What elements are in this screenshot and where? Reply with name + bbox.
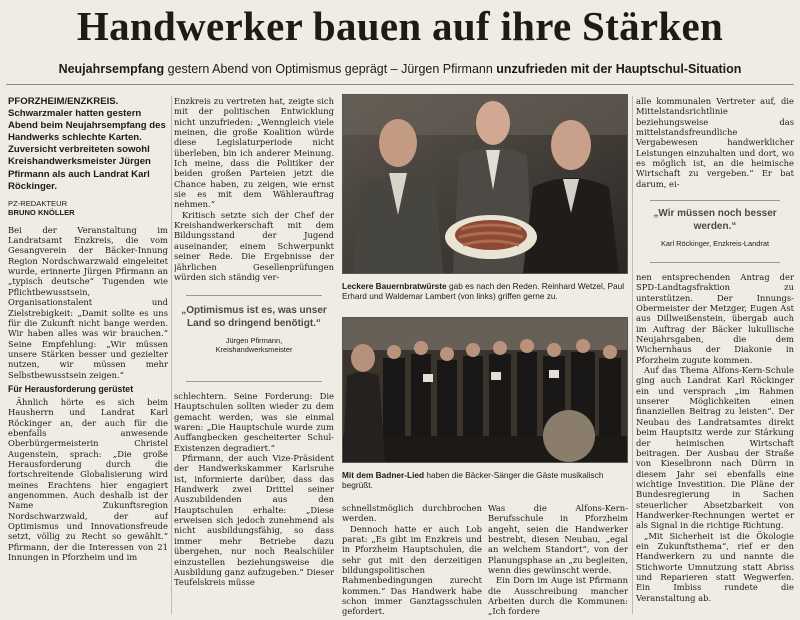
pull-quote-author-name: Jürgen Pfirmann, [225, 336, 283, 345]
col2-paragraph-3: schlechtern. Seine Forderung: Die Hauptschulen sollten wieder zu dem gemacht werden, was sie einmal waren: „Die Hauptschule wurde zum Auffangbecken gescheiterter Schul-Existenzen degradiert.“ [174, 391, 334, 453]
photo-choir-caption [342, 470, 628, 491]
col1-paragraph-2: Ähnlich hörte es sich beim Hausherrn und Landrat Karl Röckinger an, der auch für die ebenfalls anwesende Oberbürgermeisterin Christel Augenstein, sprach: „Die große Herausforderung durch die fortschreitende Globalisierung wird meines Erachtens hier engagiert angenommen. Auch deshalb ist der Name Zukunftsregion Nordschwarzwald, der auf Optimismus und Innovationsfreude setzt, völlig zu Recht so gewählt.“ Pfirmann, der die Interessen von 21 Innungen in Pforzheim und im [8, 396, 168, 563]
col5-paragraph-3: Auf das Thema Alfons-Kern-Schule ging auch Landrat Karl Röckinger ein und versprach „im Rahmen unserer Möglichkeiten einen finanziellen Beitrag zu leisten“. Der Neubau des Landratsamtes direkt beim Hauptsitz werde zur Stärkung der heimischen Wirtschaft beitragen. Der Ausbau der Straße von Kieselbronn nach Dürrn in diesem Jahr sei ebenfalls eine wichtige Investition. Die Pläne der Bundesregierung in Sachen steuerlicher Absetzbarkeit von Handwerker-Rechnungen wertet er als Signal in die richtige Richtung. [636, 365, 794, 531]
photo-bratwurst-caption [342, 281, 628, 302]
headline: Handwerker bauen auf ihre Stärken [76, 3, 724, 49]
column-divider [171, 96, 172, 614]
byline [8, 199, 168, 217]
pull-quote-author-role: Kreishandwerksmeister [215, 345, 293, 354]
col3-paragraph-1: schnellstmöglich durchbrochen werden. [342, 503, 482, 524]
col2-paragraph-4: Pfirmann, der auch Vize-Präsident der Handwerkskammer Karlsruhe ist, informierte darüber, dass das Handwerk zwei Drittel seiner Auszubildenden aus den Hauptschulen erhalte: „Diese erweisen sich jedoch zunehmend als nicht ausbildungsfähig, so dass immer mehr Betriebe dazu übergehen, nur noch Realschüler einzustellen beziehungsweise die Ausbildung ganz aufzugeben.“ Dieser Teufelskreis müsse [174, 453, 334, 588]
caption1-text: gab es nach den Reden. Reinhard Wetzel, Paul Erhard und Waldemar Lambert (von links) griffen gerne zu. [342, 281, 625, 302]
column-1 [8, 96, 168, 616]
column-2-top [174, 96, 334, 282]
column-5-top [636, 96, 794, 190]
subheadline-part2: gestern Abend von Optimismus geprägt – Jürgen Pfirmann [164, 62, 497, 76]
caption1-bold: Leckere Bauernbratwürste [342, 281, 447, 291]
byline-name: BRUNO KNÖLLER [8, 207, 75, 217]
col1-paragraph-1: Bei der Veranstaltung im Landratsamt Enzkreis, die vom Gesangverein der Bäcker-Innung Region Nordschwarzwald eingeleitet wurde, erinnerte Jürgen Pfirmann an „typisch deutsche“ Tugenden wie Pflichtbewusstsein, Organisationstalent und Zielstrebigkeit: „Damit sollte es uns für die Zukunft nicht bange werden. Wir haben alles was wir brauchen.“ Seine Empfehlung: „Wir müssen unsere Stärken besser und gezielter nutzen, wir müssen mehr Selbstbewusstsein zeigen.“ [8, 224, 168, 380]
col5-paragraph-1: alle kommunalen Vertreter auf, die Mittelstandsrichtlinie beziehungsweise das mittelstandsfreundliche Vergabewesen handwerklicher Leistungen einzuhalten und dort, wo es möglich ist, an die heimische Wirtschaft zu vergeben.“ Er bat darum, ei- [636, 96, 794, 189]
dateline: PFORZHEIM/ENZKREIS. [8, 96, 119, 107]
pull-quote-roeckinger [640, 208, 790, 248]
lead-paragraph [8, 96, 168, 193]
header-rule [6, 84, 794, 85]
caption2-text: haben die Bäcker-Sänger die Gäste musikalisch begrüßt. [342, 470, 604, 491]
subheadline-part1: Neujahrsempfang [58, 62, 165, 76]
quote1-rule-top [186, 295, 322, 296]
pull-quote-2-text: „Wir müssen noch besser werden.“ [653, 208, 777, 232]
quote2-rule-top [650, 200, 780, 201]
photo-choir [342, 317, 628, 463]
pull-quote-text: „Optimismus ist es, was unser Land so dringend benötigt.“ [181, 305, 327, 329]
pull-quote-author [176, 336, 332, 354]
pull-quote-pfirmann [176, 305, 332, 354]
caption2-bold: Mit dem Badner-Lied [342, 470, 425, 480]
subheadline-part3: unzufrieden mit der Hauptschul-Situation [496, 62, 742, 76]
photo-bratwurst [342, 94, 628, 274]
col5-paragraph-2: nen entsprechenden Antrag der SPD-Landtagsfraktion zu unterstützen. Der Innungs-Obermeister der Metzger, Eugen Ast aus Dillweißenstein, übergab auch im Auftrag der Bäcker lukullische Neujahrsgaben, die dem Wichernhaus der Diakonie in Pforzheim zugute kommen. [636, 272, 794, 365]
subhead-herausforderung: Für Herausforderung gerüstet [8, 383, 134, 394]
subheadline [0, 62, 800, 77]
column-2-bottom [174, 391, 334, 617]
column-divider-right [632, 96, 633, 614]
photo-choir-image [343, 318, 627, 462]
column-3 [342, 503, 482, 617]
col4-paragraph-2: Ein Dorn im Auge ist Pfirmann die Ausschreibung mancher Arbeiten durch die Kommunen: „Ich fordere [488, 575, 628, 617]
lead-text: Schwarzmaler hatten gestern Abend beim Neujahrsempfang des Handwerks schlechte Karten. Zuversicht verbreiteten sowohl Kreishandwerksmeister Jürgen Pfirmann als auch Landrat Karl Röckinger. [8, 108, 166, 192]
photo-bratwurst-image [343, 95, 627, 273]
quote1-rule-bottom [186, 381, 322, 382]
quote2-rule-bottom [650, 262, 780, 263]
column-4 [488, 503, 628, 617]
col2-paragraph-2: Kritisch setzte sich der Chef der Kreishandwerkerschaft mit dem Bildungsstand der Jugend auseinander, einem Schwerpunkt seiner Rede. Die Ergebnisse der jährlichen Gesellenprüfungen würden sich ständig ver- [174, 209, 334, 282]
pull-quote-2-author: Karl Röckinger, Enzkreis-Landrat [660, 239, 770, 248]
col5-paragraph-4: „Mit Sicherheit ist die Ökologie ein Zukunftsthema“, rief er den Handwerkern zu und nannte die Stichworte Umnutzung statt Abriss und Reparieren statt Wegwerfen. Ein Imbiss rundete die Veranstaltung ab. [636, 530, 794, 603]
byline-role: PZ-REDAKTEUR [8, 198, 68, 208]
col4-paragraph-1: Was die Alfons-Kern-Berufsschule in Pforzheim angeht, seien die Handwerker bestrebt, diesen Neubau, „egal an welchem Standort“, von der Planungsphase an „zu begleiten, wenn dies gewünscht werde. [488, 503, 628, 576]
column-5-bottom [636, 272, 794, 617]
col2-paragraph-1: Enzkreis zu vertreten hat, zeigte sich mit der politischen Entwicklung nicht unzufrieden: „Wenngleich viele meinen, die große Koalition würde diese Legislaturperiode nicht überleben, bin ich anderer Meinung. Ich meine, dass die Politiker der beiden großen Parteien jetzt die Chance haben, zu zeigen, wie ernst sie es mit dem Wählerauftrag nehmen.“ [174, 96, 334, 210]
col3-paragraph-2: Dennoch hatte er auch Lob parat: „Es gibt im Enzkreis und in Pforzheim Hauptschulen, die sehr gut mit den derzeitigen bildungspolitischen Rahmenbedingungen zurecht kommen.“ Das Handwerk habe schon immer Ganztagsschulen gefordert. [342, 523, 482, 617]
